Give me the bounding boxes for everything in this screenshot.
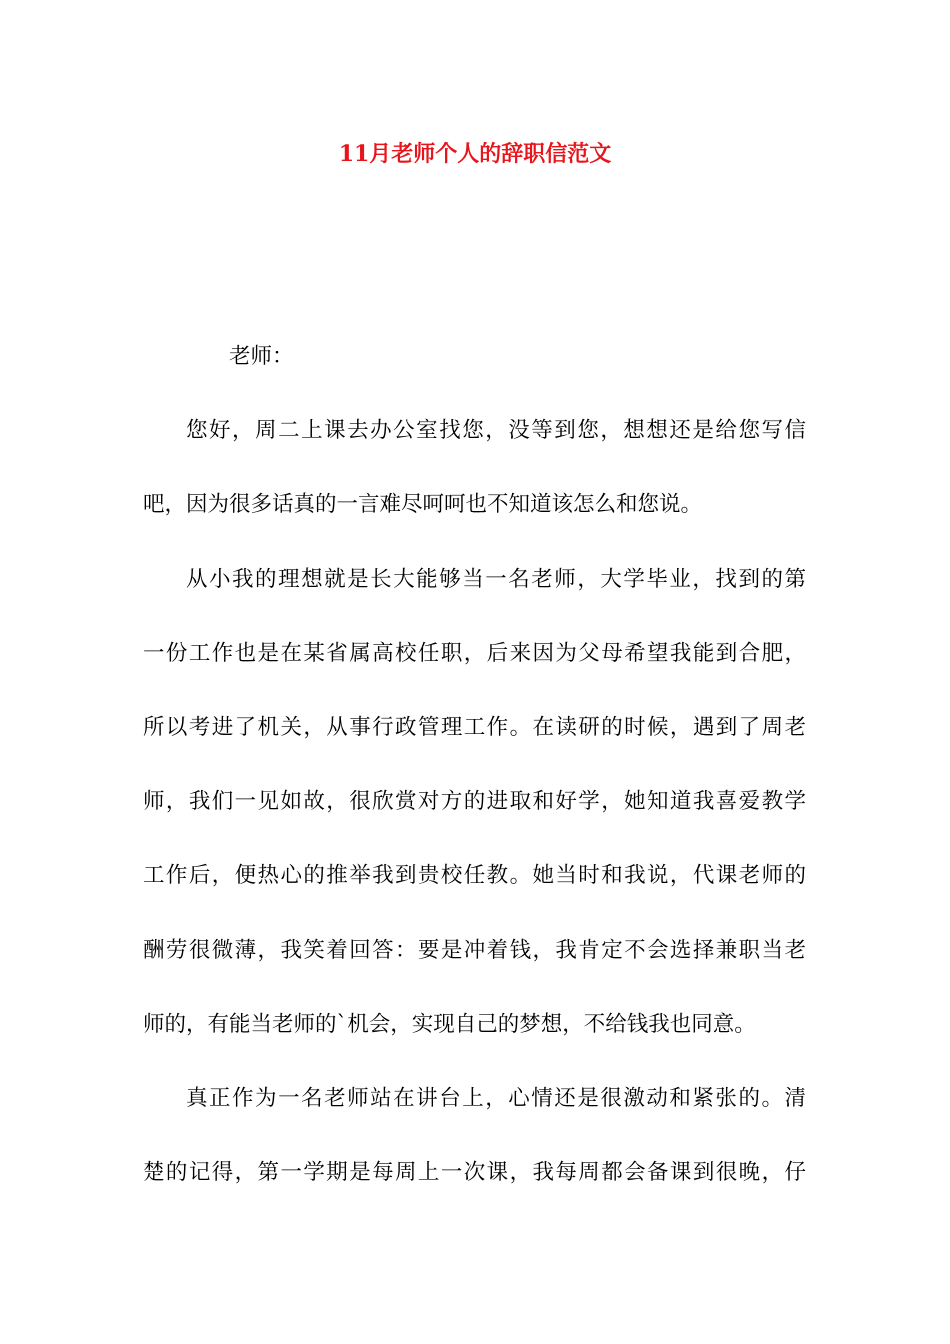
salutation xyxy=(143,320,806,394)
letter-body xyxy=(143,320,806,1210)
paragraph-2 xyxy=(143,543,806,1062)
paragraph-3 xyxy=(143,1062,806,1210)
paragraph-line: 真正作为一名老师站在讲台上，心情还是很激动和紧张的。清 xyxy=(186,1086,806,1112)
paragraph-1 xyxy=(143,394,806,542)
paragraph-line: 酬劳很微薄，我笑着回答：要是冲着钱，我肯定不会选择兼职当老 xyxy=(143,937,806,963)
paragraph-line: 所以考进了机关，从事行政管理工作。在读研的时候，遇到了周老 xyxy=(143,715,806,741)
paragraph-line: 楚的记得，第一学期是每周上一次课，我每周都会备课到很晚，仔 xyxy=(143,1160,806,1186)
paragraph-line: 一份工作也是在某省属高校任职，后来因为父母希望我能到合肥， xyxy=(143,640,806,666)
paragraph-line: 吧，因为很多话真的一言难尽呵呵也不知道该怎么和您说。 xyxy=(143,492,703,518)
paragraph-line: 师的，有能当老师的`机会，实现自己的梦想，不给钱我也同意。 xyxy=(143,1011,756,1037)
paragraph-line: 您好，周二上课去办公室找您，没等到您，想想还是给您写信 xyxy=(186,418,806,444)
salutation-line: 老师： xyxy=(229,344,294,369)
document-title: 11月老师个人的辞职信范文 xyxy=(338,141,612,167)
paragraph-line: 师，我们一见如故，很欣赏对方的进取和好学，她知道我喜爱教学 xyxy=(143,789,806,815)
paragraph-line: 工作后，便热心的推举我到贵校任教。她当时和我说，代课老师的 xyxy=(143,863,806,889)
paragraph-line: 从小我的理想就是长大能够当一名老师，大学毕业，找到的第 xyxy=(186,566,806,592)
